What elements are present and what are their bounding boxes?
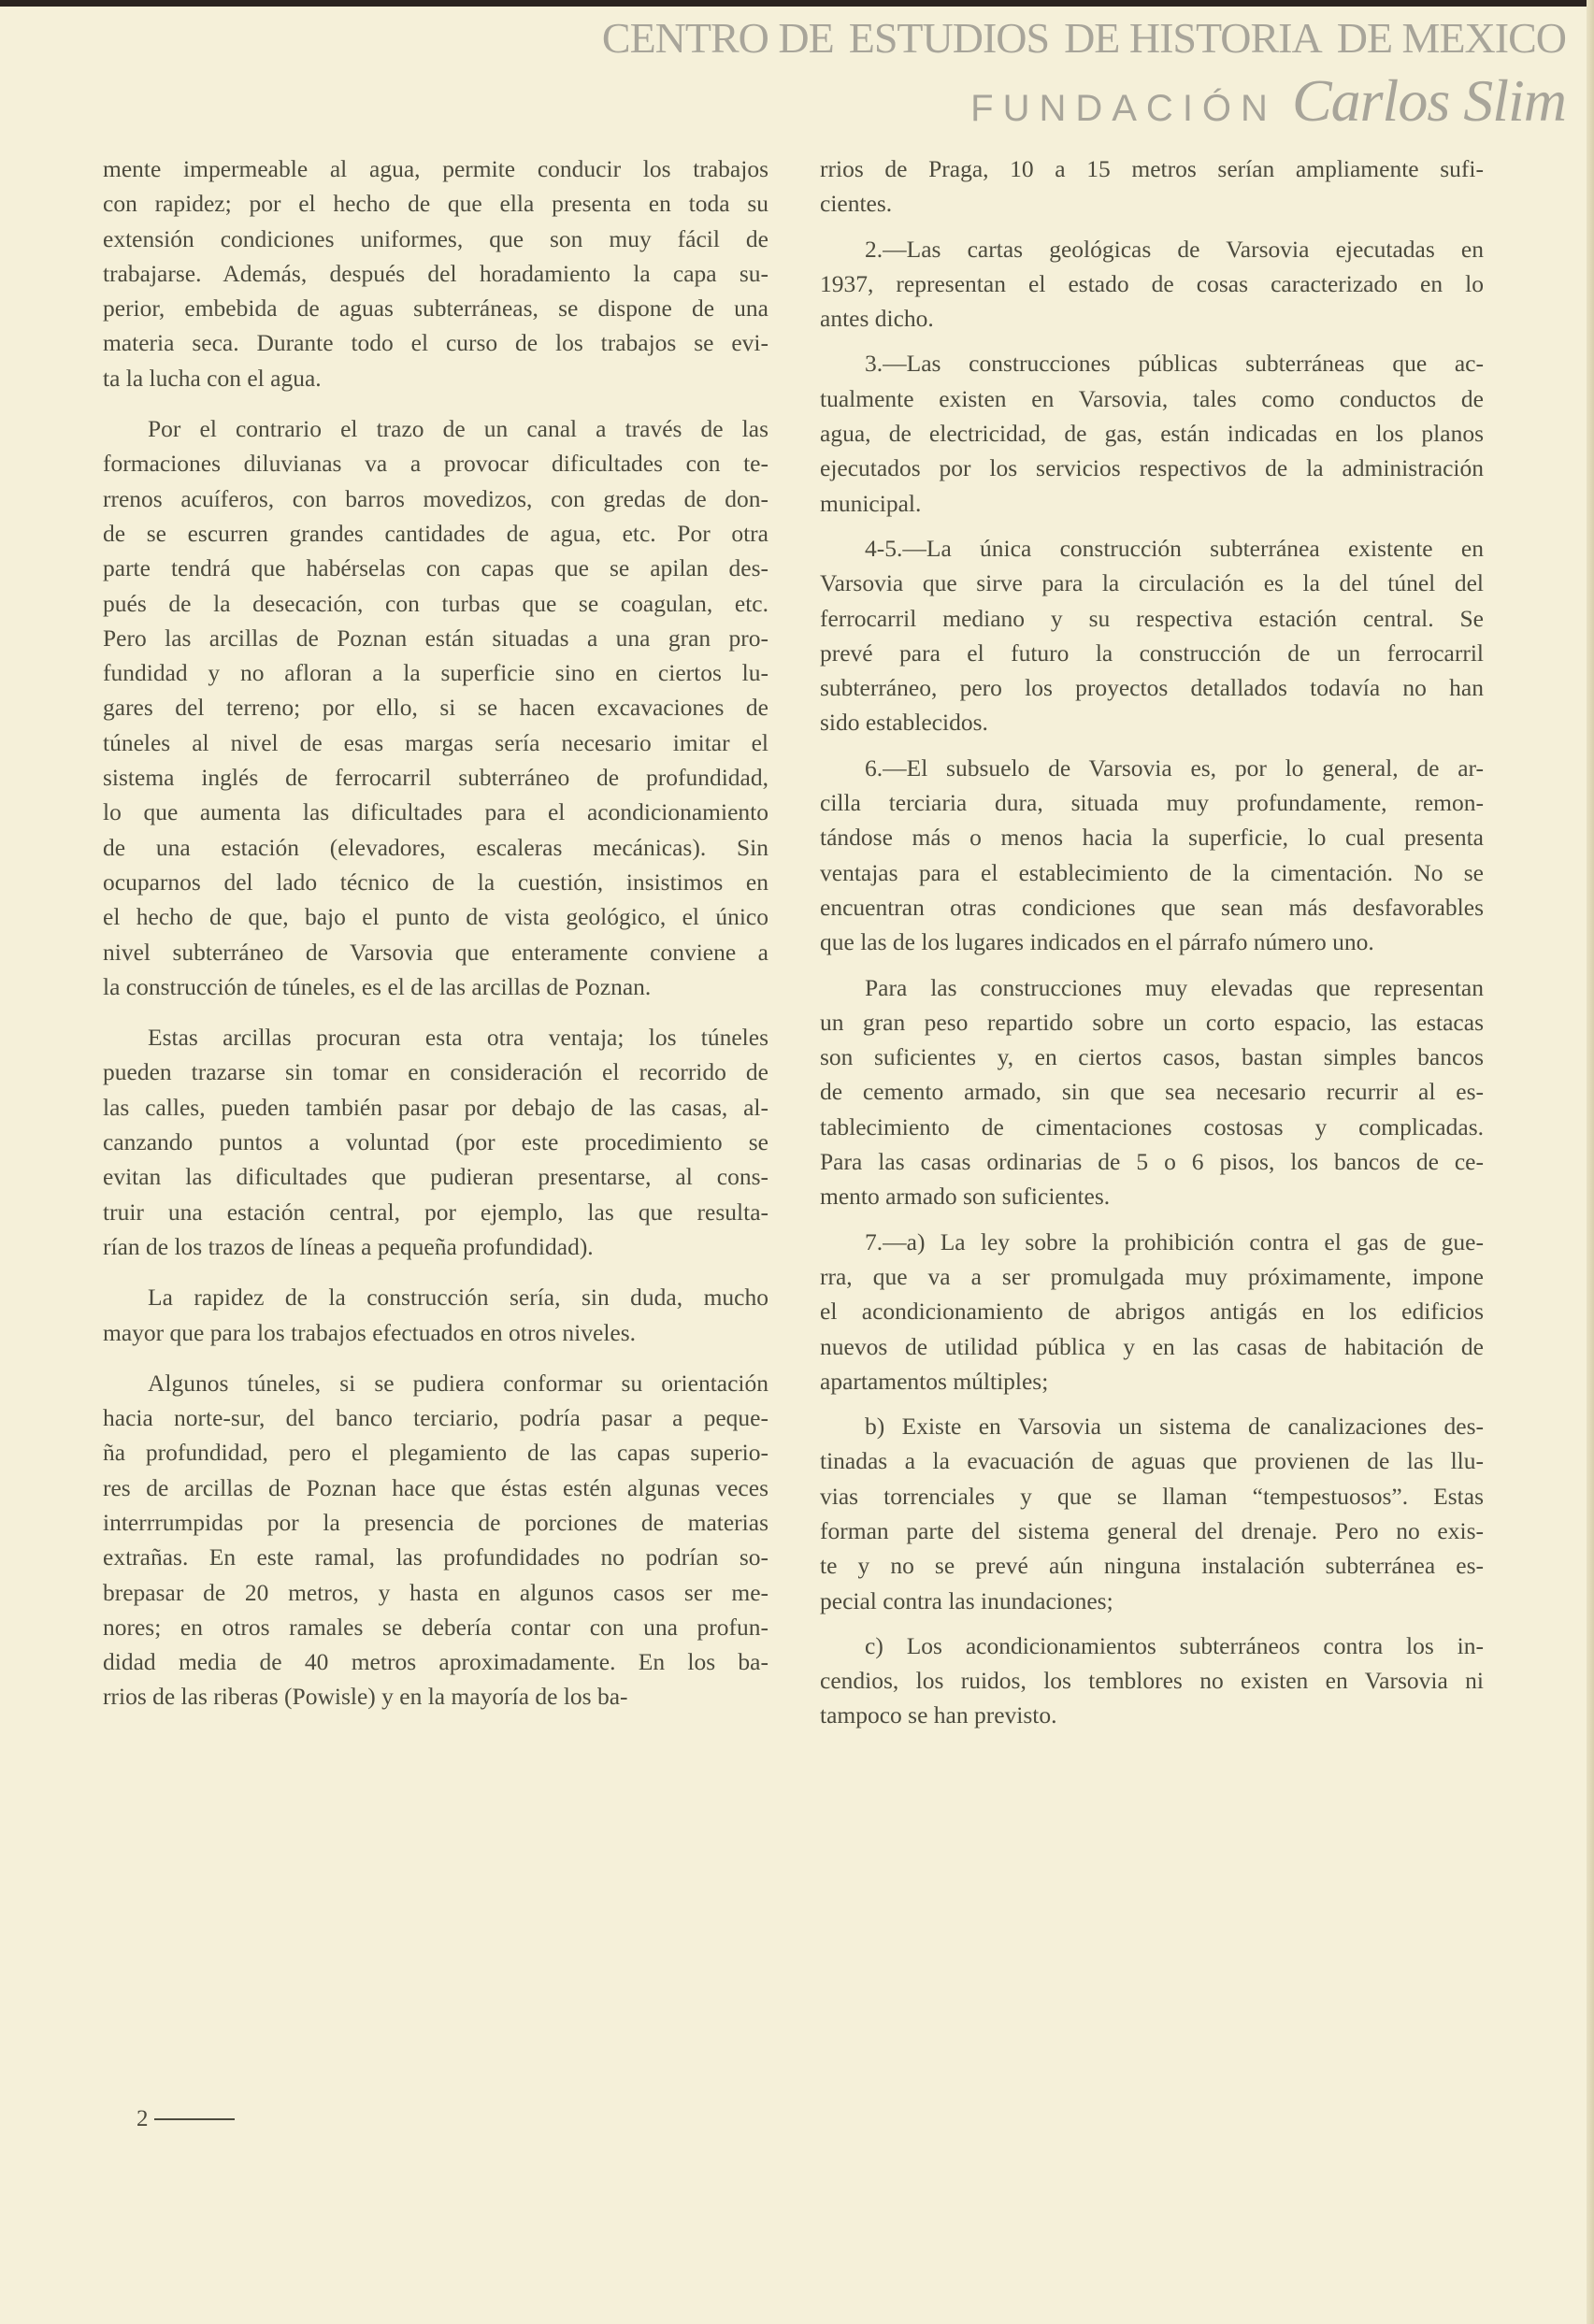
text-line: perior, embebida de aguas subterráneas, se dispone de una (103, 294, 768, 323)
text-line: sistema inglés de ferrocarril subterráneo de profundidad, (103, 764, 768, 792)
text-line: extensión condiciones uniformes, que son muy fácil de (103, 224, 768, 252)
text-line: mayor que para los trabajos efectuados en otros niveles. (103, 1318, 637, 1346)
text-line: c) Los acondicionamientos subterráneos contra los in- (865, 1631, 1484, 1659)
text-line: 7.—a) La ley sobre la prohibición contra el gas de gue- (865, 1227, 1484, 1255)
text-line: gares del terreno; por ello, si se hacen excavaciones de (103, 694, 768, 722)
page-number: 2 (136, 2106, 149, 2131)
paragraph (103, 411, 768, 1004)
watermark (602, 9, 1566, 135)
text-line: tampoco se han previsto. (820, 1701, 1057, 1729)
text-line: materia seca. Durante todo el curso de los trabajos se evi- (103, 329, 768, 357)
text-line: 2.—Las cartas geológicas de Varsovia ejecutadas en (865, 235, 1484, 263)
scan-right-edge (1587, 0, 1594, 2324)
text-line: antes dicho. (820, 305, 934, 333)
text-line: pecial contra las inundaciones; (820, 1586, 1113, 1614)
paragraph (820, 751, 1484, 960)
scan-top-border (0, 0, 1594, 7)
paragraph (103, 1366, 768, 1714)
text-line: pueden trazarse sin tomar en consideración el recorrido de (103, 1058, 768, 1086)
text-line: apartamentos múltiples; (820, 1367, 1049, 1395)
paragraph (820, 1409, 1484, 1618)
right-column (820, 151, 1484, 1743)
paragraph (820, 1225, 1484, 1399)
text-line: Pero las arcillas de Poznan están situadas a una gran pro- (103, 624, 768, 652)
text-line: ferrocarril mediano y su respectiva estación central. Se (820, 604, 1484, 632)
text-line: interrrumpidas por la presencia de porciones de materias (103, 1508, 768, 1536)
text-line: el acondicionamiento de abrigos antigás en los edificios (820, 1298, 1484, 1326)
text-line: evitan las dificultades que pudieran presentarse, al cons- (103, 1163, 768, 1191)
text-line: forman parte del sistema general del drenaje. Pero no exis- (820, 1516, 1484, 1544)
page-footer (136, 2106, 235, 2132)
text-line: nores; en otros ramales se debería contar con una profun- (103, 1613, 768, 1641)
text-line: formaciones diluvianas va a provocar dificultades con te- (103, 450, 768, 478)
text-line: Estas arcillas procuran esta otra ventaja; los túneles (148, 1024, 768, 1052)
text-line: 6.—El subsuelo de Varsovia es, por lo general, de ar- (865, 753, 1484, 782)
text-line: Para las construcciones muy elevadas que representan (865, 973, 1484, 1001)
text-line: nivel subterráneo de Varsovia que enteramente conviene a (103, 938, 768, 966)
paragraph (820, 1628, 1484, 1733)
left-column (103, 151, 768, 1730)
watermark-line: DE MEXICO (1336, 14, 1566, 62)
paragraph (820, 346, 1484, 520)
text-line: son suficientes y, en ciertos casos, bastan simples bancos (820, 1043, 1484, 1071)
text-line: canzando puntos a voluntad (por este procedimiento se (103, 1128, 768, 1156)
paragraph (820, 232, 1484, 337)
text-line: parte tendrá que habérselas con capas que se apilan des- (103, 554, 768, 582)
text-line: ocuparnos del lado técnico de la cuestión, insistimos en (103, 868, 768, 896)
text-line: Algunos túneles, si se pudiera conformar su orientación (148, 1369, 768, 1397)
text-line: fundidad y no afloran a la superficie sino en ciertos lu- (103, 659, 768, 687)
text-line: La rapidez de la construcción sería, sin duda, mucho (148, 1284, 768, 1312)
paragraph (103, 1020, 768, 1264)
watermark-title-row (602, 9, 1566, 67)
text-line: cientes. (820, 190, 893, 218)
text-line: te y no se prevé aún ninguna instalación subterránea es- (820, 1552, 1484, 1580)
text-line: mento armado son suficientes. (820, 1183, 1111, 1211)
text-line: un gran peso repartido sobre un corto espacio, las estacas (820, 1008, 1484, 1036)
text-line: rrios de las riberas (Powisle) y en la mayoría de los ba- (103, 1683, 628, 1711)
text-line: pués de la desecación, con turbas que se coagulan, etc. (103, 589, 768, 617)
text-line: las calles, pueden también pasar por debajo de las casas, al- (103, 1093, 768, 1121)
text-line: de cemento armado, sin que sea necesario recurrir al es- (820, 1078, 1484, 1106)
paragraph (820, 151, 1484, 222)
text-line: tablecimiento de cimentaciones costosas y complicadas. (820, 1112, 1484, 1140)
text-line: rrenos acuíferos, con barros movedizos, con gredas de don- (103, 484, 768, 512)
text-line: prevé para el futuro la construcción de un ferrocarril (820, 638, 1484, 667)
text-line: encuentran otras condiciones que sean más desfavorables (820, 893, 1484, 921)
text-line: trabajarse. Además, después del horadamiento la capa su- (103, 259, 768, 287)
text-line: cilla terciaria dura, situada muy profundamente, remon- (820, 789, 1484, 817)
text-line: mente impermeable al agua, permite conducir los trabajos (103, 155, 768, 182)
text-line: Varsovia que sirve para la circulación es la del túnel del (820, 569, 1484, 597)
paragraph (820, 531, 1484, 740)
text-line: Para las casas ordinarias de 5 o 6 pisos, los bancos de ce- (820, 1148, 1484, 1176)
text-line: hacia norte-sur, del banco terciario, podría pasar a peque- (103, 1404, 768, 1432)
text-line: b) Existe en Varsovia un sistema de canalizaciones des- (865, 1413, 1484, 1441)
text-line: nuevos de utilidad pública y en las casas de habitación de (820, 1332, 1484, 1360)
text-line: agua, de electricidad, de gas, están indicadas en los planos (820, 420, 1484, 448)
text-line: sido establecidos. (820, 709, 988, 737)
text-line: ventajas para el establecimiento de la cimentación. No se (820, 858, 1484, 886)
text-line: rra, que va a ser promulgada muy próximamente, impone (820, 1262, 1484, 1290)
footer-rule (154, 2118, 235, 2120)
watermark-foundation: FUNDACIÓN (970, 88, 1277, 129)
watermark-line: DE HISTORIA (1064, 14, 1322, 62)
text-line: túneles al nivel de esas margas sería necesario imitar el (103, 728, 768, 756)
text-line: 1937, representan el estado de cosas caracterizado en lo (820, 269, 1484, 297)
text-line: rrios de Praga, 10 a 15 metros serían ampliamente sufi- (820, 155, 1484, 182)
text-line: rían de los trazos de líneas a pequeña profundidad). (103, 1232, 594, 1260)
text-line: ejecutados por los servicios respectivos de la administración (820, 454, 1484, 482)
watermark-line: CENTRO DE (601, 14, 834, 62)
text-line: 4-5.—La única construcción subterránea existente en (865, 534, 1484, 562)
watermark-foundation-row (602, 67, 1566, 135)
text-line: cendios, los ruidos, los temblores no existen en Varsovia ni (820, 1667, 1484, 1695)
text-line: ta la lucha con el agua. (103, 364, 322, 392)
text-line: tándose más o menos hacia la superficie, lo cual presenta (820, 824, 1484, 852)
text-line: lo que aumenta las dificultades para el acondicionamiento (103, 798, 768, 826)
text-line: tualmente existen en Varsovia, tales como conductos de (820, 384, 1484, 412)
text-line: 3.—Las construcciones públicas subterráneas que ac- (865, 350, 1484, 378)
text-line: tinadas a la evacuación de aguas que provienen de las llu- (820, 1447, 1484, 1475)
text-line: de se escurren grandes cantidades de agua, etc. Por otra (103, 519, 768, 547)
text-line: subterráneo, pero los proyectos detallados todavía no han (820, 674, 1484, 702)
text-line: didad media de 40 metros aproximadamente. En los ba- (103, 1648, 768, 1676)
text-line: municipal. (820, 489, 922, 517)
paragraph (820, 970, 1484, 1214)
text-line: que las de los lugares indicados en el párrafo número uno. (820, 928, 1374, 956)
text-line: la construcción de túneles, es el de las arcillas de Poznan. (103, 972, 652, 1000)
text-line: de una estación (elevadores, escaleras mecánicas). Sin (103, 833, 768, 861)
text-line: brepasar de 20 metros, y hasta en algunos casos ser me- (103, 1578, 768, 1606)
text-line: extrañas. En este ramal, las profundidades no podrían so- (103, 1543, 768, 1571)
text-line: ña profundidad, pero el plegamiento de las capas superio- (103, 1439, 768, 1467)
paragraph (103, 1280, 768, 1350)
text-line: con rapidez; por el hecho de que ella presenta en toda su (103, 190, 768, 218)
paragraph (103, 151, 768, 395)
text-line: el hecho de que, bajo el punto de vista geológico, el único (103, 903, 768, 931)
watermark-signature: Carlos Slim (1291, 67, 1566, 134)
text-line: truir una estación central, por ejemplo, las que resulta- (103, 1198, 768, 1226)
text-line: vias torrenciales y que se llaman “tempestuosos”. Estas (820, 1482, 1484, 1510)
watermark-line: ESTUDIOS (848, 14, 1050, 62)
text-line: res de arcillas de Poznan hace que éstas estén algunas veces (103, 1473, 768, 1501)
text-line: Por el contrario el trazo de un canal a través de las (148, 415, 768, 443)
